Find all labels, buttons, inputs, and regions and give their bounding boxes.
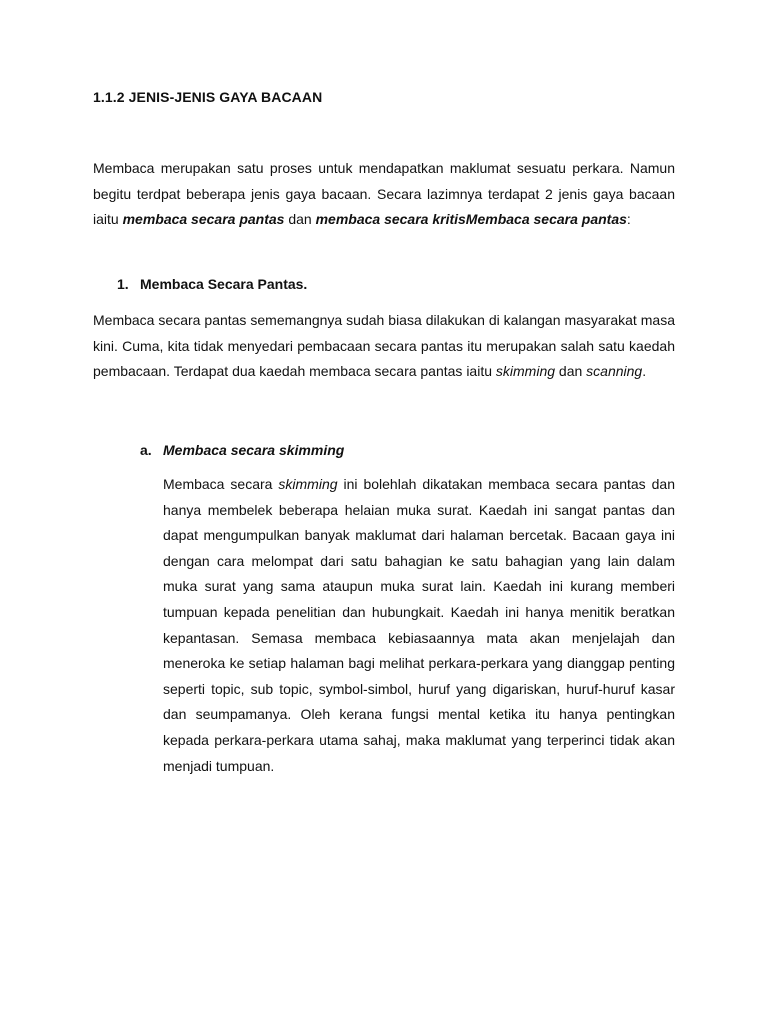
subsection-emphasis-1: skimming [278,476,338,492]
intro-emphasis-1: membaca secara pantas [122,211,285,228]
section-paragraph [93,308,675,385]
section-emphasis-2: scanning [586,363,643,380]
section-number: 1. [117,276,129,292]
section-text-1: Membaca secara pantas sememangnya sudah biasa dilakukan di kalangan masyarakat masa kini. Cuma, kita tidak menyedari pembacaan secara pantas itu merupakan salah satu kaedah pembacaan. Terdapat dua kaedah membaca secara pantas iaitu [93,312,675,380]
section-heading [117,276,307,292]
subsection-text-1: Membaca secara [163,476,279,492]
intro-text-3: : [626,211,631,228]
section-emphasis-1: skimming [495,363,556,380]
subsection-letter: a. [140,442,152,458]
section-title: Membaca Secara Pantas. [140,276,308,292]
subsection-text-2: ini bolehlah dikatakan membaca secara pantas dan hanya membelek beberapa helaian muka surat. Kaedah ini sangat pantas dan dapat mengumpulkan banyak maklumat dari halaman bercetak. Bacaan gaya ini dengan cara melompat dari satu bahagian ke satu bahagian yang lain dalam muka surat yang sama ataupun muka surat lain. Kaedah ini kurang memberi tumpuan kepada penelitian dan hubungkait. Kaedah ini hanya menitik beratkan kepantasan. Semasa membaca kebiasaannya mata akan menjelajah dan meneroka ke setiap halaman bagi melihat perkara-perkara yang dianggap penting seperti topic, sub topic, symbol-simbol, huruf yang digariskan, huruf-huruf kasar dan seumpamanya. Oleh kerana fungsi mental ketika itu hanya pentingkan kepada perkara-perkara utama sahaj, maka maklumat yang terperinci tidak akan menjadi tumpuan. [163,476,675,774]
subsection-title: Membaca secara skimming [163,442,345,458]
intro-text-1: Membaca merupakan satu proses untuk mendapatkan maklumat sesuatu perkara. Namun begitu terdpat beberapa jenis gaya bacaan. Secara lazimnya terdapat 2 jenis gaya bacaan iaitu [93,160,675,228]
section-text-2: dan [555,363,587,380]
intro-emphasis-2: membaca secara kritisMembaca secara pantas [315,211,627,228]
subsection-paragraph [163,472,675,779]
subsection-heading [140,442,344,458]
section-text-3: . [642,363,647,380]
intro-paragraph [93,156,675,233]
page-title: 1.1.2 JENIS-JENIS GAYA BACAAN [93,89,323,105]
intro-text-2: dan [284,211,316,228]
